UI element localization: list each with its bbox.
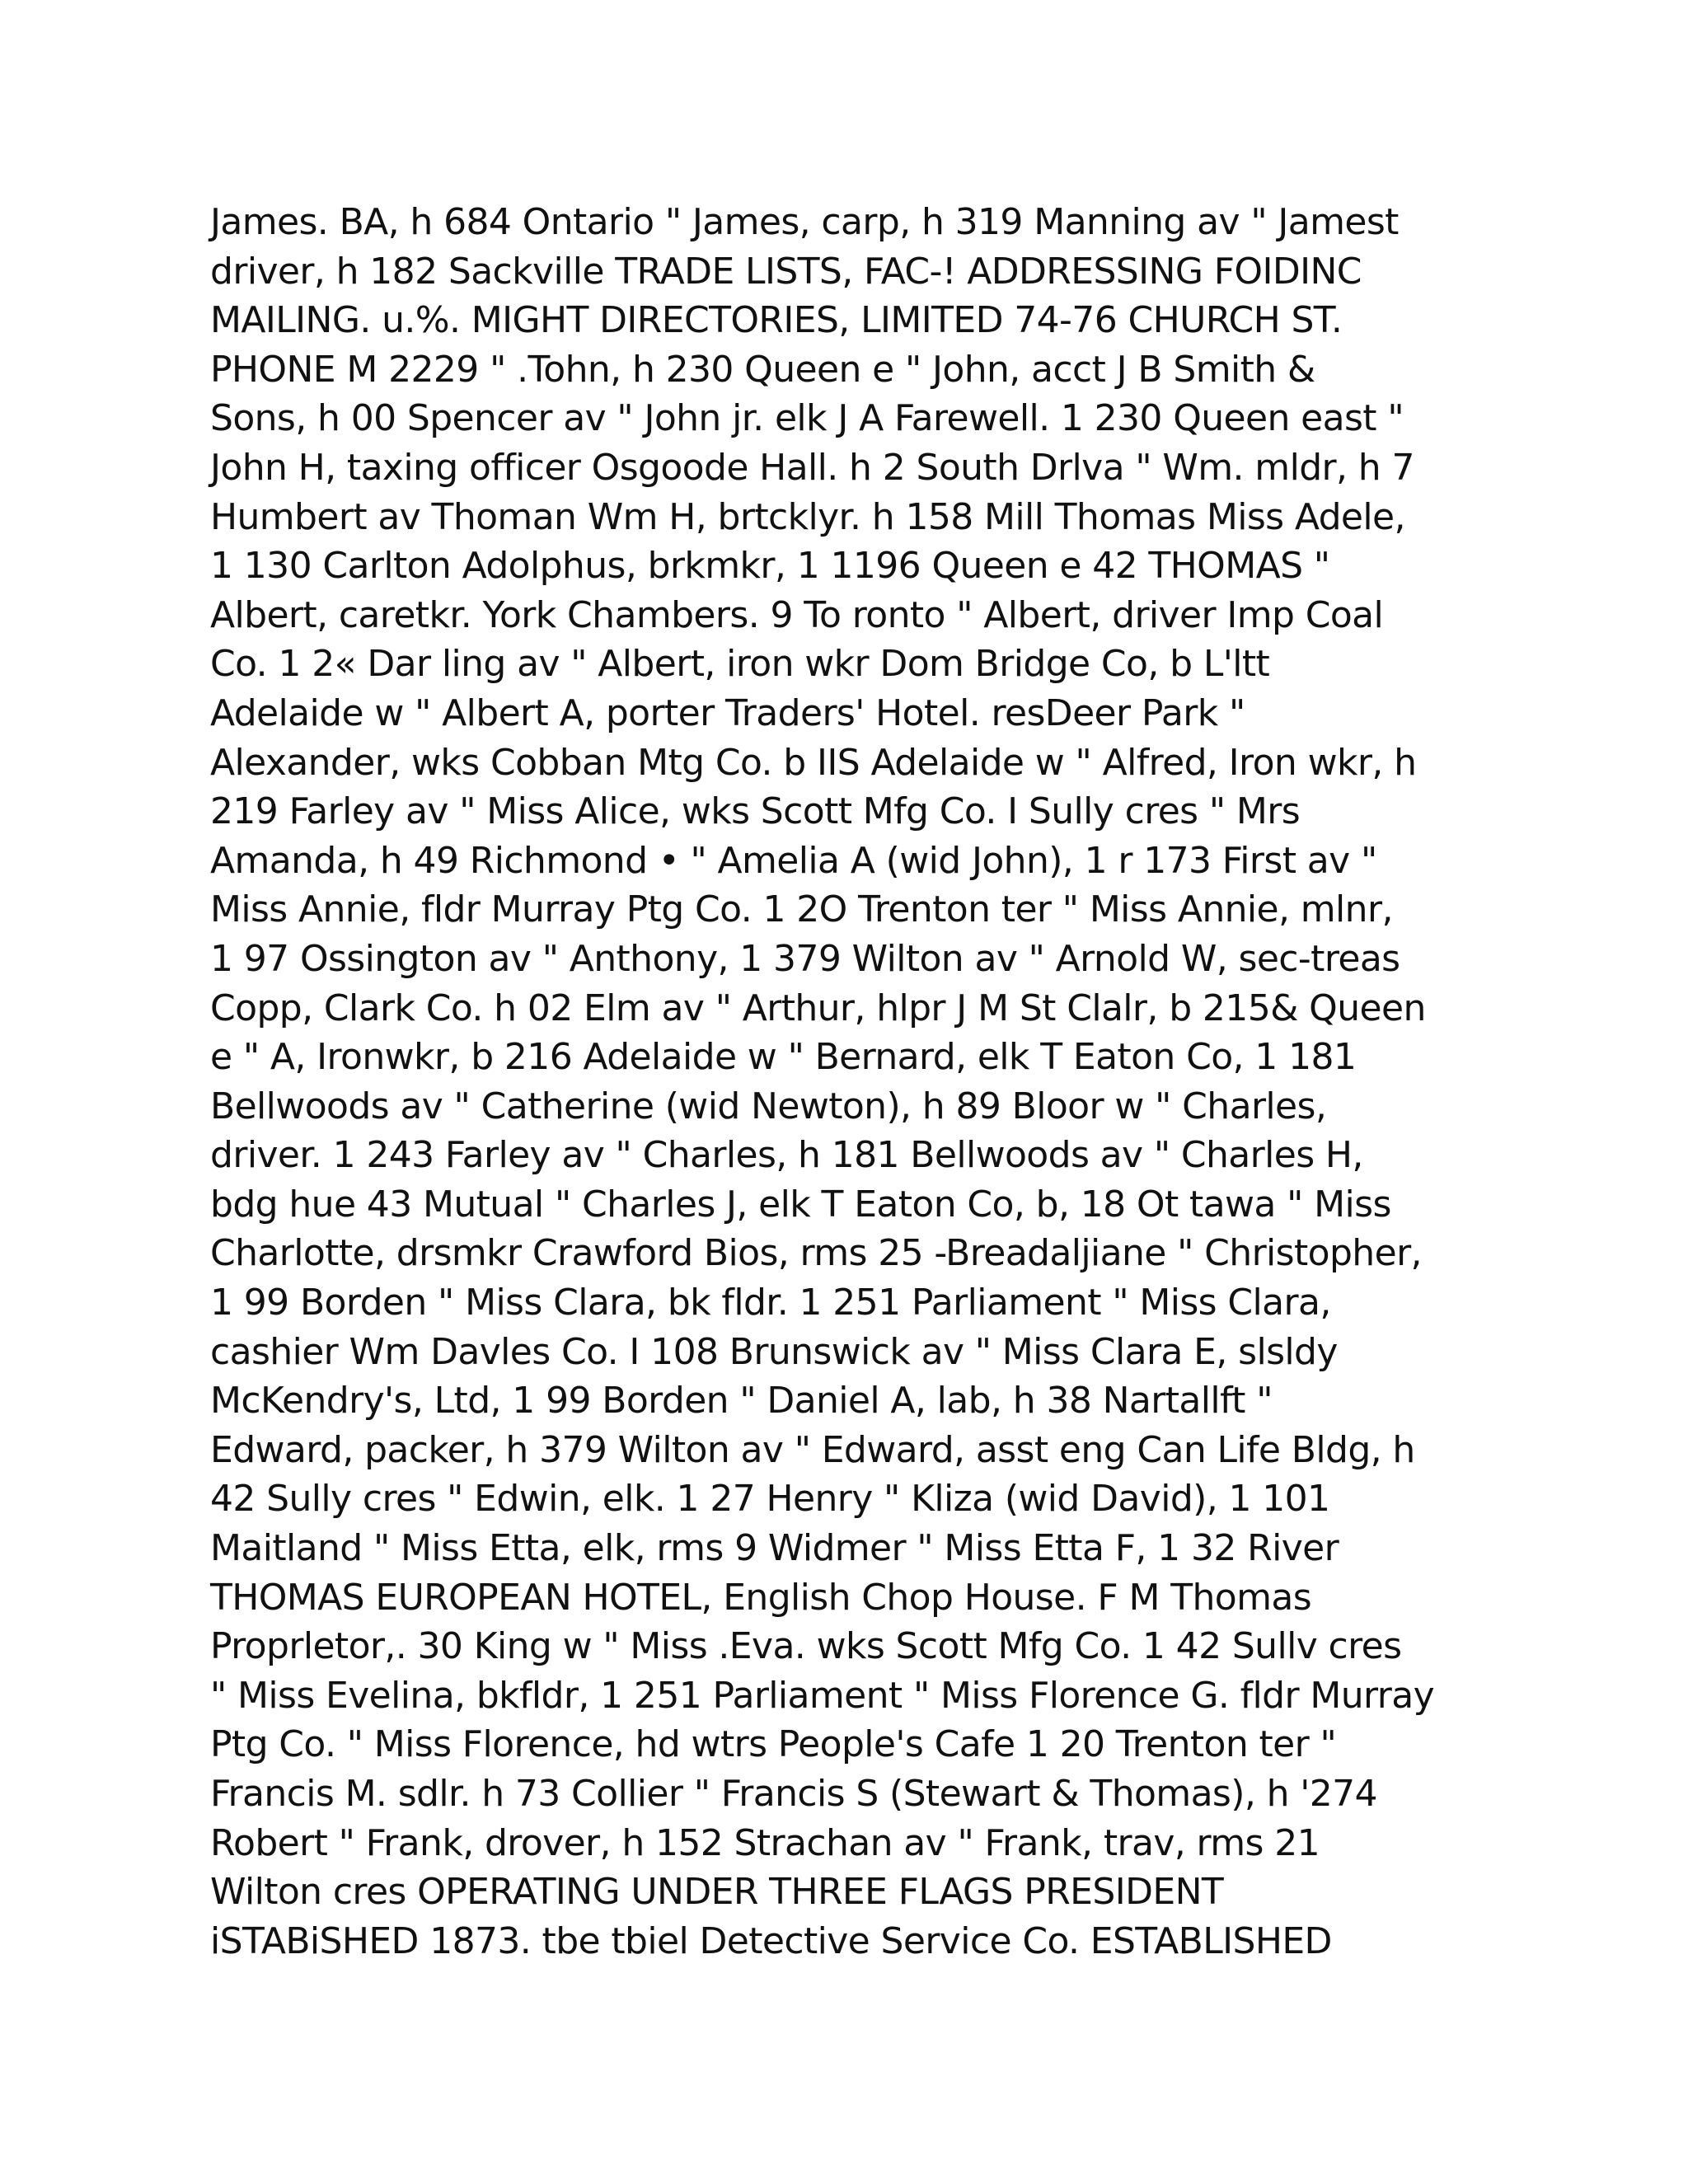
- text-line: Amanda, h 49 Richmond • " Amelia A (wid John), 1 r 173 First av ": [210, 839, 1377, 882]
- text-line: Miss Annie, fldr Murray Ptg Co. 1 2O Trenton ter " Miss Annie, mlnr,: [210, 888, 1393, 931]
- text-line: Humbert av Thoman Wm H, brtcklyr. h 158 Mill Thomas Miss Adele,: [210, 495, 1405, 538]
- text-line: THOMAS EUROPEAN HOTEL, English Chop House. F M Thomas: [210, 1576, 1312, 1619]
- text-line: Co. 1 2« Dar ling av " Albert, iron wkr Dom Bridge Co, b L'ltt: [210, 643, 1270, 686]
- text-line: 219 Farley av " Miss Alice, wks Scott Mfg Co. I Sully cres " Mrs: [210, 790, 1301, 833]
- text-line: MAILING. u.%. MIGHT DIRECTORIES, LIMITED 74-76 CHURCH ST.: [210, 299, 1343, 342]
- text-line: cashier Wm Davles Co. I 108 Brunswick av " Miss Clara E, slsldy: [210, 1330, 1338, 1373]
- text-line: 42 Sully cres " Edwin, elk. 1 27 Henry " Kliza (wid David), 1 101: [210, 1478, 1330, 1521]
- text-line: Copp, Clark Co. h 02 Elm av " Arthur, hlpr J M St Clalr, b 215& Queen: [210, 987, 1426, 1029]
- text-line: Maitland " Miss Etta, elk, rms 9 Widmer " Miss Etta F, 1 32 River: [210, 1527, 1339, 1570]
- text-line: " Miss Evelina, bkfldr, 1 251 Parliament " Miss Florence G. fldr Murray: [210, 1674, 1435, 1717]
- text-line: Robert " Frank, drover, h 152 Strachan av " Frank, trav, rms 21: [210, 1821, 1320, 1864]
- text-line: driver, h 182 Sackville TRADE LISTS, FAC-! ADDRESSING FOIDINC: [210, 250, 1362, 293]
- text-line: Ptg Co. " Miss Florence, hd wtrs People's Cafe 1 20 Trenton ter ": [210, 1723, 1337, 1766]
- text-line: Albert, caretkr. York Chambers. 9 To ronto " Albert, driver Imp Coal: [210, 593, 1384, 636]
- text-line: Bellwoods av " Catherine (wid Newton), h 89 Bloor w " Charles,: [210, 1085, 1327, 1127]
- text-line: driver. 1 243 Farley av " Charles, h 181 Bellwoods av " Charles H,: [210, 1134, 1363, 1177]
- text-line: iSTABiSHED 1873. tbe tbiel Detective Service Co. ESTABLISHED: [210, 1919, 1332, 1962]
- directory-text-block: [210, 198, 1479, 1966]
- text-line: Adelaide w " Albert A, porter Traders' Hotel. resDeer Park ": [210, 691, 1245, 734]
- text-line: McKendry's, Ltd, 1 99 Borden " Daniel A, lab, h 38 Nartallft ": [210, 1380, 1273, 1422]
- text-line: Francis M. sdlr. h 73 Collier " Francis S (Stewart & Thomas), h '274: [210, 1773, 1377, 1815]
- text-line: Wilton cres OPERATING UNDER THREE FLAGS PRESIDENT: [210, 1871, 1224, 1914]
- text-line: Alexander, wks Cobban Mtg Co. b IIS Adelaide w " Alfred, Iron wkr, h: [210, 741, 1417, 784]
- text-line: e " A, Ironwkr, b 216 Adelaide w " Bernard, elk T Eaton Co, 1 181: [210, 1036, 1357, 1079]
- text-line: Sons, h 00 Spencer av " John jr. elk J A Farewell. 1 230 Queen east ": [210, 397, 1404, 440]
- text-line: Edward, packer, h 379 Wilton av " Edward, asst eng Can Life Bldg, h: [210, 1428, 1415, 1471]
- text-line: John H, taxing officer Osgoode Hall. h 2 South Drlva " Wm. mldr, h 7: [210, 446, 1414, 489]
- text-line: James. BA, h 684 Ontario " James, carp, h 319 Manning av " Jamest: [210, 201, 1399, 243]
- text-line: 1 130 Carlton Adolphus, brkmkr, 1 1196 Queen e 42 THOMAS ": [210, 545, 1330, 588]
- text-line: PHONE M 2229 " .Tohn, h 230 Queen e " John, acct J B Smith &: [210, 348, 1315, 391]
- text-line: 1 97 Ossington av " Anthony, 1 379 Wilton av " Arnold W, sec-treas: [210, 937, 1400, 980]
- text-line: bdg hue 43 Mutual " Charles J, elk T Eaton Co, b, 18 Ot tawa " Miss: [210, 1183, 1391, 1226]
- text-line: 1 99 Borden " Miss Clara, bk fldr. 1 251 Parliament " Miss Clara,: [210, 1282, 1331, 1324]
- text-line: Charlotte, drsmkr Crawford Bios, rms 25 -Breadaljiane " Christopher,: [210, 1232, 1422, 1275]
- text-line: Proprletor,. 30 King w " Miss .Eva. wks Scott Mfg Co. 1 42 Sullv cres: [210, 1625, 1402, 1668]
